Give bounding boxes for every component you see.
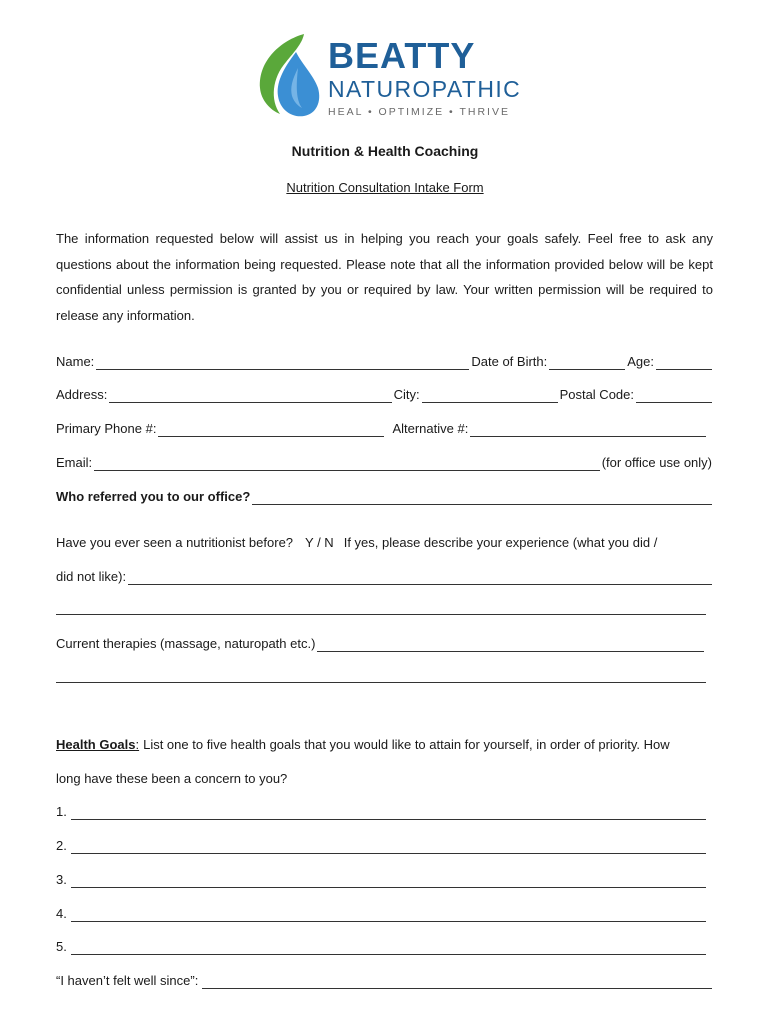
health-goals-intro-2 [56,771,712,787]
form-subtitle: Nutrition Consultation Intake Form [286,180,484,195]
office-use-label: (for office use only) [601,455,712,470]
dob-label: Date of Birth: [471,354,548,369]
phone-label: Primary Phone #: [56,421,157,436]
age-field[interactable] [656,357,712,370]
nutritionist-describe-label: If yes, please describe your experience (what you did / [343,535,658,550]
goal-field[interactable] [71,942,706,955]
therapies-row [56,636,712,652]
email-row [56,455,712,471]
postal-label: Postal Code: [559,387,634,402]
experience-field-2[interactable] [56,614,706,615]
goal-number: 2. [56,838,67,853]
phone-field[interactable] [158,424,384,437]
goal-item [56,939,712,955]
alt-phone-label: Alternative #: [392,421,469,436]
name-field[interactable] [96,357,469,370]
name-label: Name: [56,354,95,369]
yes-no-choice[interactable]: Y / N [305,535,334,550]
referral-field[interactable] [252,492,712,505]
therapies-label: Current therapies (massage, naturopath etc.) [56,636,316,651]
therapies-field-2[interactable] [56,682,706,683]
phone-row [56,421,712,437]
page-title: Nutrition & Health Coaching [291,143,479,159]
logo-line-2: NATUROPATHIC [328,76,522,102]
unwell-since-label: “I haven’t felt well since”: [56,973,199,988]
alt-phone-field[interactable] [470,424,706,437]
goal-field[interactable] [71,875,706,888]
goal-item [56,872,712,888]
address-field[interactable] [109,390,391,403]
logo-line-1: BEATTY [328,35,476,76]
address-label: Address: [56,387,108,402]
goal-number: 1. [56,804,67,819]
health-goals-text: List one to five health goals that you would like to attain for yourself, in order of priority. How [143,737,670,752]
goal-item [56,804,712,820]
goal-field[interactable] [71,841,706,854]
goal-field[interactable] [71,909,706,922]
address-row [56,387,712,403]
dob-field[interactable] [549,357,625,370]
therapies-field[interactable] [317,639,704,652]
email-label: Email: [56,455,93,470]
goal-item [56,906,712,922]
health-goals-heading: Health Goals [56,737,136,752]
age-label: Age: [627,354,654,369]
city-field[interactable] [422,390,558,403]
unwell-since-row [56,973,712,989]
did-not-like-label: did not like): [56,569,127,584]
unwell-since-field[interactable] [202,976,712,989]
nutritionist-row-2 [56,569,712,585]
goal-number: 3. [56,872,67,887]
intro-paragraph: The information requested below will assist us in helping you reach your goals safely. Feel free to ask any questions about the information being requested. Please note that all the information provided below will be kept confidential unless permission is granted by you or required by law. Your written permission will be required to release any information. [56,231,713,323]
referral-row [56,489,712,505]
nutritionist-row [56,535,712,551]
goal-number: 4. [56,906,67,921]
city-label: City: [393,387,420,402]
goal-field[interactable] [71,807,706,820]
health-goals-intro: Health Goals : List one to five health goals that you would like to attain for yourself, in order of priority. How [56,737,670,752]
name-row [56,354,712,370]
postal-field[interactable] [636,390,712,403]
goal-item [56,838,712,854]
health-goals-text-2: long have these been a concern to you? [56,771,288,786]
logo-tagline: HEAL • OPTIMIZE • THRIVE [328,106,510,118]
nutritionist-question: Have you ever seen a nutritionist before? [56,535,294,550]
logo [252,30,522,122]
goal-number: 5. [56,939,67,954]
experience-field[interactable] [128,572,712,585]
email-field[interactable] [94,458,600,471]
leaf-drop-icon [252,30,322,122]
referral-label: Who referred you to our office? [56,489,251,504]
